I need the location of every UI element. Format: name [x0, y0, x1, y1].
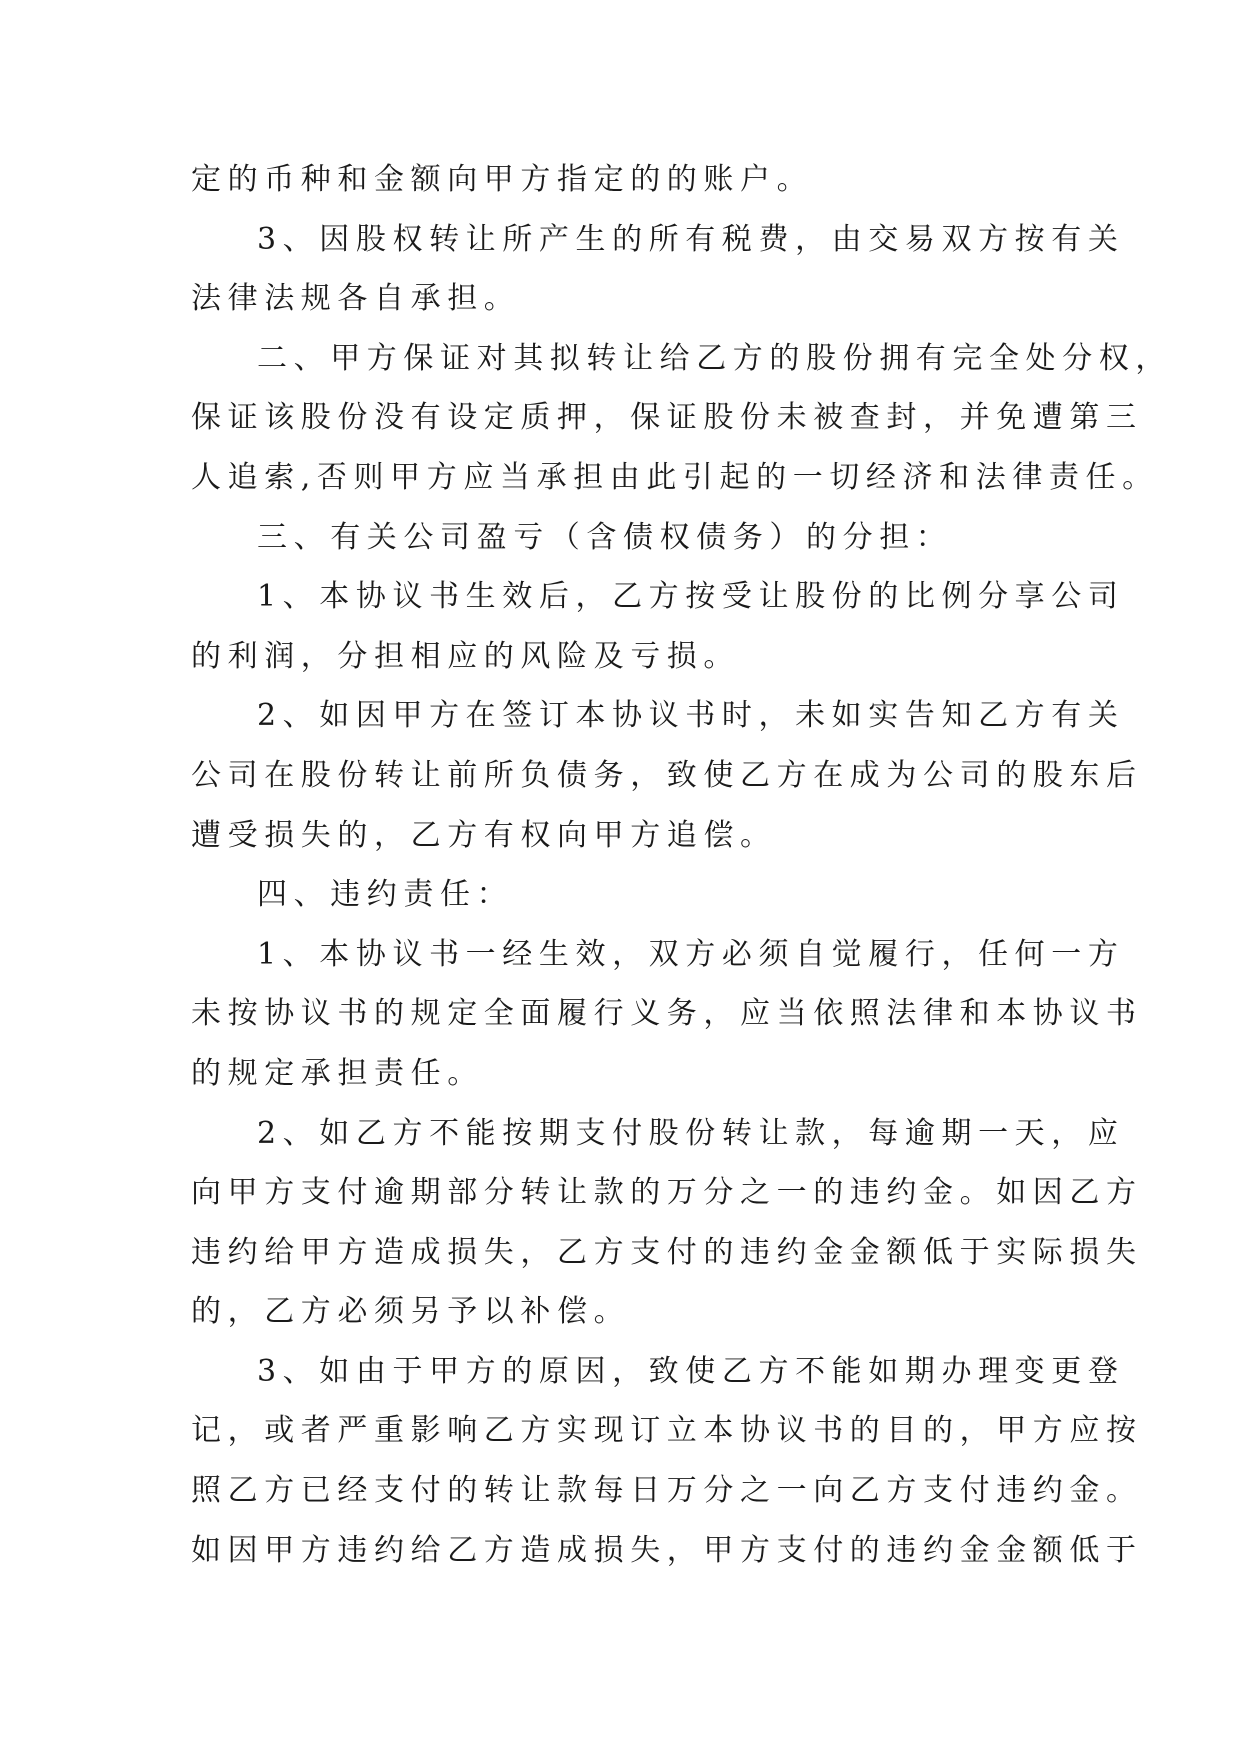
document-body [191, 150, 1172, 1580]
text-line: 照乙方已经支付的转让款每日万分之一向乙方支付违约金。 [191, 1473, 1143, 1509]
text-line: 2、如乙方不能按期支付股份转让款，每逾期一天，应 [257, 1115, 1125, 1151]
text-line: 3、因股权转让所产生的所有税费，由交易双方按有关 [257, 221, 1125, 257]
text-line: 1、本协议书生效后，乙方按受让股份的比例分享公司 [257, 579, 1125, 615]
text-line: 法律法规各自承担。 [191, 281, 521, 317]
text-line: 二、甲方保证对其拟转让给乙方的股份拥有完全处分权， [257, 340, 1172, 376]
text-line: 记，或者严重影响乙方实现订立本协议书的目的，甲方应按 [191, 1413, 1143, 1449]
text-line: 违约给甲方造成损失，乙方支付的违约金金额低于实际损失 [191, 1234, 1143, 1270]
text-line: 保证该股份没有设定质押，保证股份未被查封，并免遭第三 [191, 400, 1143, 436]
text-line: 的，乙方必须另予以补偿。 [191, 1294, 631, 1330]
text-line: 未按协议书的规定全面履行义务，应当依照法律和本协议书 [191, 996, 1143, 1032]
text-line: 定的币种和金额向甲方指定的的账户。 [191, 162, 814, 197]
text-line: 1、本协议书一经生效，双方必须自觉履行，任何一方 [257, 936, 1125, 972]
text-line: 四、违约责任： [257, 877, 514, 913]
text-line: 人追索,否则甲方应当承担由此引起的一切经济和法律责任。 [191, 459, 1159, 495]
text-line: 3、如由于甲方的原因，致使乙方不能如期办理变更登 [257, 1353, 1125, 1389]
text-line: 如因甲方违约给乙方造成损失，甲方支付的违约金金额低于 [191, 1532, 1143, 1568]
text-line: 向甲方支付逾期部分转让款的万分之一的违约金。如因乙方 [191, 1175, 1143, 1211]
text-line: 的规定承担责任。 [191, 1055, 484, 1091]
text-line: 三、有关公司盈亏（含债权债务）的分担： [257, 519, 953, 555]
text-line: 公司在股份转让前所负债务，致使乙方在成为公司的股东后 [191, 757, 1143, 793]
text-line: 遭受损失的，乙方有权向甲方追偿。 [191, 817, 777, 853]
text-line: 2、如因甲方在签订本协议书时，未如实告知乙方有关 [257, 698, 1125, 734]
text-line: 的利润，分担相应的风险及亏损。 [191, 638, 740, 674]
